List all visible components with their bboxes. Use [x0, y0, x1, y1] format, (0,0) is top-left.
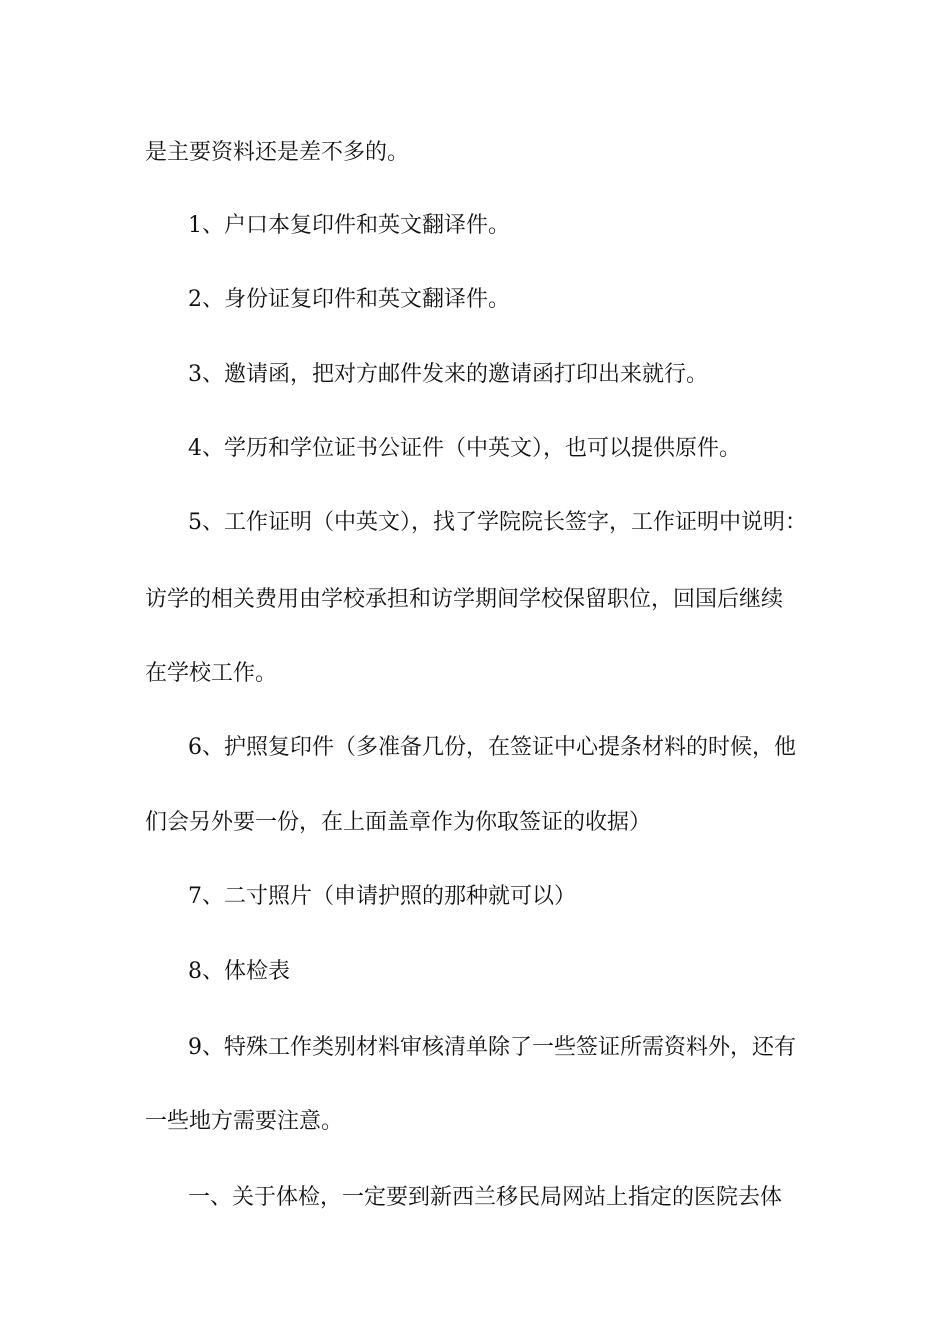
text-line: 们会另外要一份，在上面盖章作为你取签证的收据） — [145, 810, 652, 835]
list-item-6: 6、护照复印件（多准备几份，在签证中心提条材料的时候，他 — [188, 735, 796, 760]
text-line: 访学的相关费用由学校承担和访学期间学校保留职位，回国后继续 — [145, 587, 784, 612]
list-item-7: 7、二寸照片（申请护照的那种就可以） — [188, 884, 576, 909]
list-item-5: 5、工作证明（中英文），找了学院院长签字，工作证明中说明： — [188, 510, 807, 535]
text-line: 在学校工作。 — [145, 661, 278, 686]
text-line: 是主要资料还是差不多的。 — [145, 140, 410, 165]
list-item-9: 9、特殊工作类别材料审核清单除了一些签证所需资料外，还有 — [188, 1035, 796, 1060]
list-item-2: 2、身份证复印件和英文翻译件。 — [188, 287, 510, 312]
list-item-1: 1、户口本复印件和英文翻译件。 — [188, 213, 510, 238]
list-item-4: 4、学历和学位证书公证件（中英文），也可以提供原件。 — [188, 436, 741, 461]
text-line: 一些地方需要注意。 — [145, 1109, 344, 1134]
list-item-8: 8、体检表 — [188, 959, 290, 984]
list-item-3: 3、邀请函，把对方邮件发来的邀请函打印出来就行。 — [188, 362, 708, 387]
section-paragraph: 一、关于体检，一定要到新西兰移民局网站上指定的医院去体 — [188, 1185, 783, 1210]
